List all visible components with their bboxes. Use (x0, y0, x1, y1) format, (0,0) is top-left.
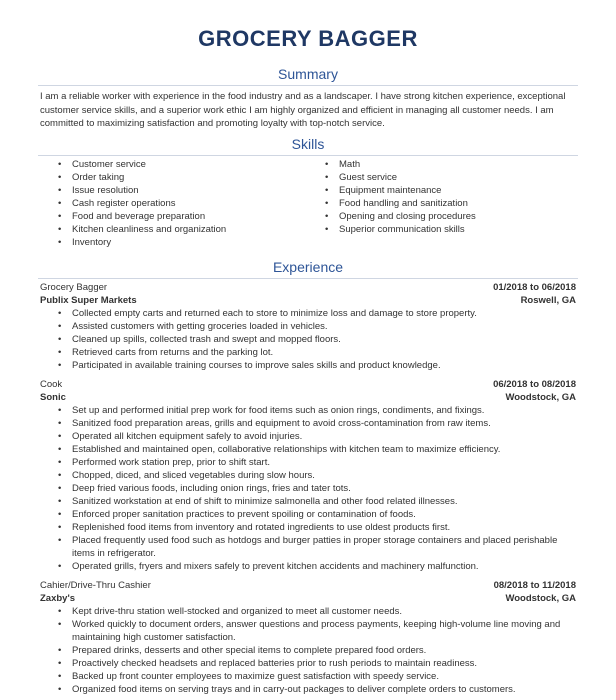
skill-item: • Issue resolution (56, 184, 226, 197)
job-bullet: • Enforced proper sanitation practices to prevent spoiling or contamination of foods. (56, 508, 576, 521)
skill-item: • Food and beverage preparation (56, 210, 226, 223)
job-dates: 01/2018 to 06/2018 (493, 282, 576, 293)
job-title: Cook (40, 379, 63, 390)
skill-item: • Food handling and sanitization (323, 197, 476, 210)
job-bullet: • Backed up front counter employees to maximize guest satisfaction with speedy service. (56, 670, 576, 683)
job-dates: 06/2018 to 08/2018 (493, 379, 576, 390)
skill-item: • Math (323, 158, 476, 171)
skill-item: • Opening and closing procedures (323, 210, 476, 223)
job-bullet: • Sanitized workstation at end of shift to minimize salmonella and other food related illnesses. (56, 495, 576, 508)
job-bullet: • Proactively checked headsets and replaced batteries prior to rush periods to maintain readiness. (56, 657, 576, 670)
job-bullet: • Kept drive-thru station well-stocked and organized to meet all customer needs. (56, 605, 576, 618)
job-location: Roswell, GA (520, 295, 576, 306)
job-bullet: • Collected empty carts and returned each to store to minimize loss and damage to store property. (56, 307, 576, 320)
job-bullet: • Set up and performed initial prep work for food items such as onion rings, condiments, and fixings. (56, 404, 576, 417)
job-bullet: • Chopped, diced, and sliced vegetables during slow hours. (56, 469, 576, 482)
skill-item: • Guest service (323, 171, 476, 184)
job-bullet: • Operated grills, fryers and mixers safely to prevent kitchen accidents and machinery malfunction. (56, 560, 576, 573)
job-dates: 08/2018 to 11/2018 (493, 580, 576, 591)
skill-item: • Superior communication skills (323, 223, 476, 236)
job-title: Cahier/Drive-Thru Cashier (40, 580, 151, 591)
skill-item: • Inventory (56, 236, 226, 249)
job-bullets (40, 605, 576, 696)
experience-heading: Experience (38, 259, 578, 279)
job-bullet: • Deep fried various foods, including onion rings, fries and tater tots. (56, 482, 576, 495)
job-entry (40, 378, 576, 573)
skills-column-right (323, 158, 476, 236)
job-bullet: • Assisted customers with getting groceries loaded in vehicles. (56, 320, 576, 333)
job-bullets (40, 404, 576, 573)
skill-item: • Equipment maintenance (323, 184, 476, 197)
skills-column-left (56, 158, 226, 249)
skill-item: • Kitchen cleanliness and organization (56, 223, 226, 236)
job-company: Publix Super Markets (40, 295, 137, 306)
job-bullet: • Organized food items on serving trays and in carry-out packages to deliver complete orders to customers. (56, 683, 576, 696)
job-bullet: • Operated all kitchen equipment safely to avoid injuries. (56, 430, 576, 443)
job-bullet: • Placed frequently used food such as hotdogs and burger patties in proper storage containers and placed perishable items in refrigerator. (56, 534, 576, 560)
job-bullet: • Participated in available training courses to improve sales skills and product knowledge. (56, 359, 576, 372)
job-bullet: • Prepared drinks, desserts and other special items to complete prepared food orders. (56, 644, 576, 657)
job-company: Zaxby's (40, 593, 75, 604)
job-bullet: • Replenished food items from inventory and rotated ingredients to use oldest products first. (56, 521, 576, 534)
job-entry (40, 579, 576, 696)
job-title: Grocery Bagger (40, 282, 108, 293)
skill-item: • Cash register operations (56, 197, 226, 210)
job-bullet: • Cleaned up spills, collected trash and swept and mopped floors. (56, 333, 576, 346)
job-bullet: • Performed work station prep, prior to shift start. (56, 456, 576, 469)
summary-text: I am a reliable worker with experience in the food industry and as a landscaper. I have strong kitchen experience, exceptional customer service skills, and a superior work ethic I am highly organized and efficient in managing all customer needs. I am committed to maximizing satisfaction and promoting loyalty with top-notch service. (40, 91, 566, 129)
job-bullets (40, 307, 576, 372)
skills-heading: Skills (38, 136, 578, 156)
job-bullet: • Retrieved carts from returns and the parking lot. (56, 346, 576, 359)
job-company: Sonic (40, 392, 66, 403)
skill-item: • Customer service (56, 158, 226, 171)
job-bullet: • Worked quickly to document orders, answer questions and process payments, keeping high-volume line moving and maintaining high customer satisfaction. (56, 618, 576, 644)
skill-item: • Order taking (56, 171, 226, 184)
job-bullet: • Sanitized food preparation areas, grills and equipment to avoid cross-contamination from raw items. (56, 417, 576, 430)
job-bullet: • Established and maintained open, collaborative relationships with kitchen team to maximize efficiency. (56, 443, 576, 456)
summary-heading: Summary (38, 66, 578, 86)
job-location: Woodstock, GA (505, 593, 576, 604)
job-location: Woodstock, GA (505, 392, 576, 403)
job-entry (40, 281, 576, 372)
resume-title: GROCERY BAGGER (198, 26, 418, 51)
